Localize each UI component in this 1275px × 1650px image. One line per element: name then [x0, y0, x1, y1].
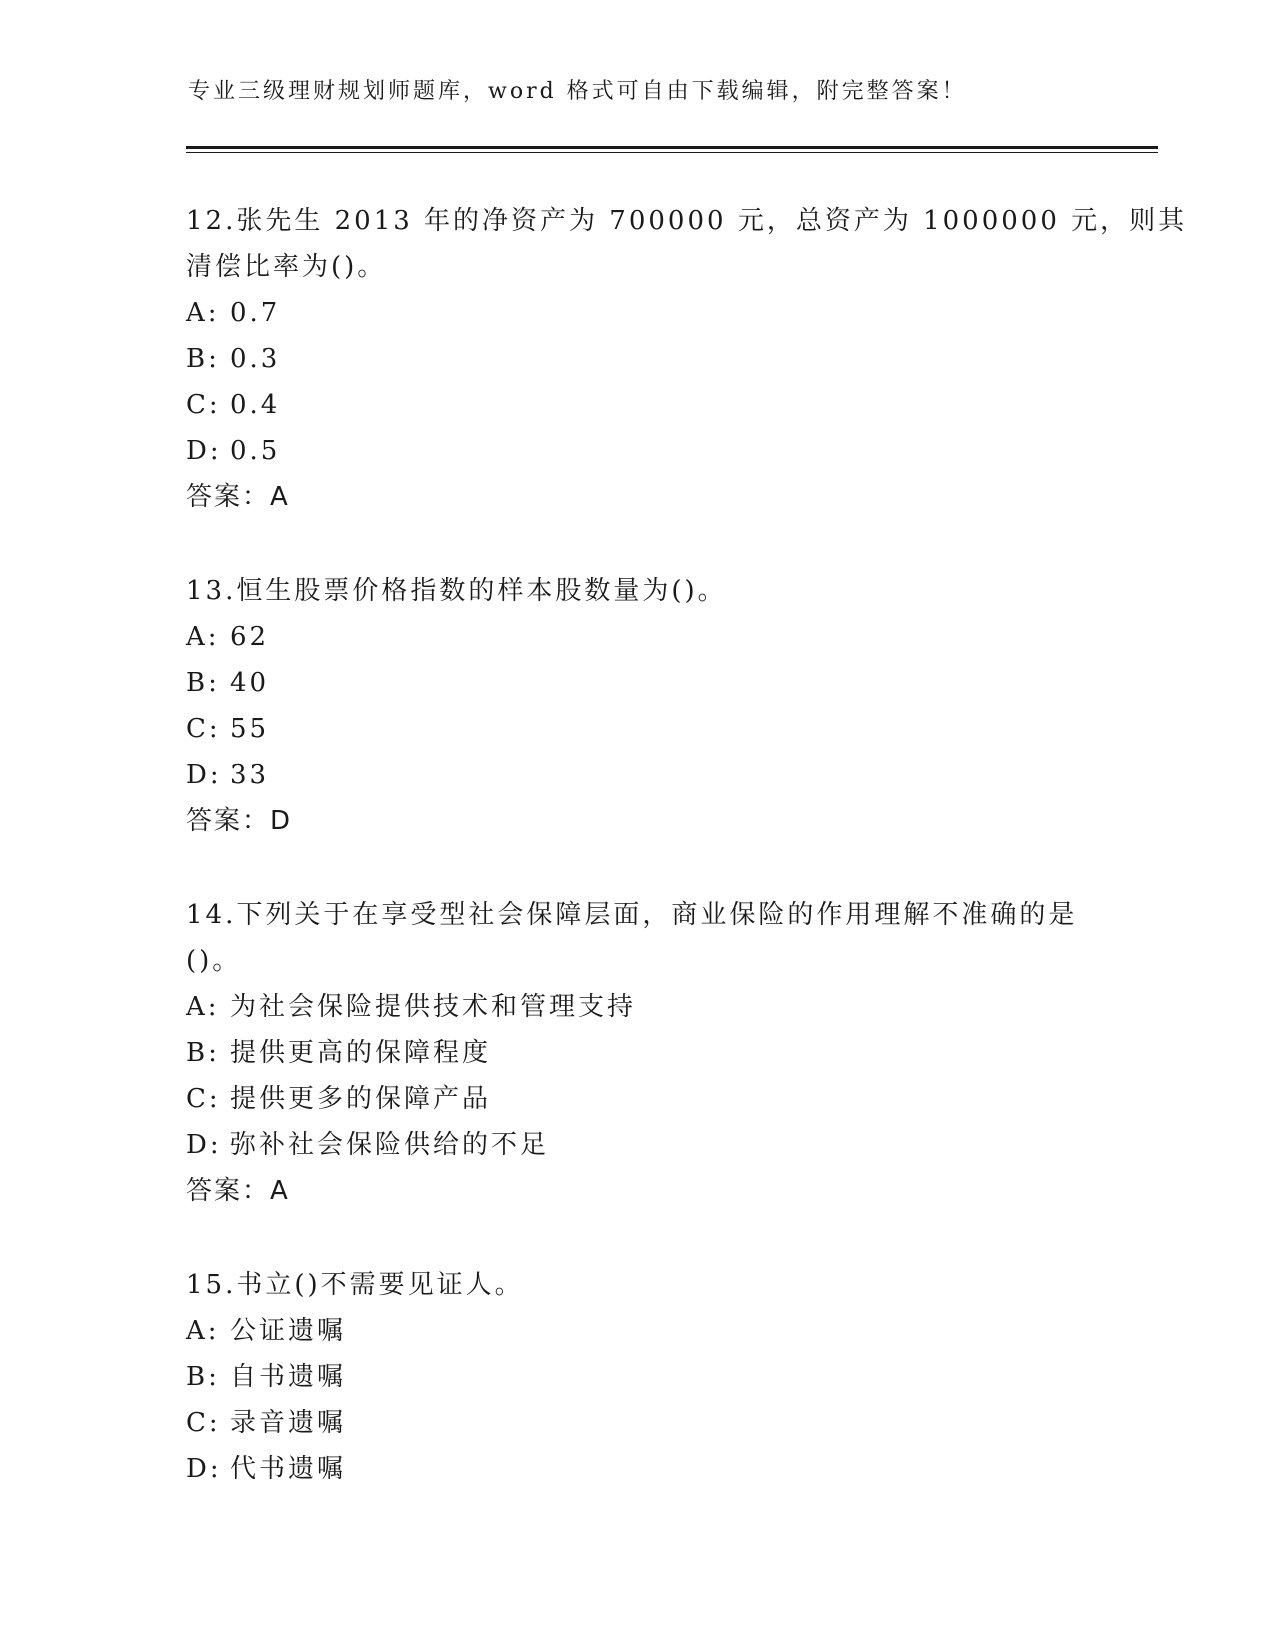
option-b [186, 1030, 1086, 1076]
option-text: 55 [230, 714, 270, 744]
page-header: 专业三级理财规划师题库，word 格式可自由下载编辑，附完整答案！ [188, 79, 967, 104]
option-a [186, 614, 1086, 660]
option-d [186, 1446, 1086, 1492]
option-text: 录音遗嘱 [230, 1408, 347, 1438]
option-c [186, 706, 1086, 752]
option-label: D: [186, 1130, 222, 1160]
option-label: B: [186, 1038, 220, 1068]
option-d [186, 428, 1086, 474]
option-text: 弥补社会保险供给的不足 [230, 1130, 550, 1160]
question-stem: ()。 [186, 946, 242, 976]
question-stem: 15.书立()不需要见证人。 [186, 1270, 524, 1300]
question-stem: 清偿比率为()。 [186, 252, 387, 282]
option-label: A: [186, 298, 220, 328]
option-d [186, 752, 1086, 798]
option-label: C: [186, 1408, 221, 1438]
option-text: 33 [230, 760, 270, 790]
option-c [186, 382, 1086, 428]
option-d [186, 1122, 1086, 1168]
answer-line: 答案：D [186, 806, 293, 836]
question-stem: 12.张先生 2013 年的净资产为 700000 元，总资产为 1000000 元，则其 [186, 206, 1188, 236]
option-a [186, 1308, 1086, 1354]
option-b [186, 1354, 1086, 1400]
question-14 [186, 892, 1086, 1214]
option-text: 为社会保险提供技术和管理支持 [230, 992, 637, 1022]
option-label: B: [186, 668, 220, 698]
option-label: D: [186, 436, 222, 466]
option-c [186, 1400, 1086, 1446]
option-text: 自书遗嘱 [230, 1362, 347, 1392]
option-label: D: [186, 1454, 222, 1484]
option-text: 提供更高的保障程度 [230, 1038, 492, 1068]
option-text: 40 [230, 668, 270, 698]
option-a [186, 290, 1086, 336]
question-list [186, 198, 1188, 1492]
option-c [186, 1076, 1086, 1122]
header-rule-thin [186, 152, 1158, 153]
option-text: 0.7 [230, 298, 281, 328]
option-b [186, 660, 1086, 706]
question-stem: 14.下列关于在享受型社会保障层面，商业保险的作用理解不准确的是 [186, 900, 1078, 930]
option-text: 0.5 [230, 436, 281, 466]
option-label: A: [186, 622, 220, 652]
header-rule-thick [186, 146, 1158, 149]
option-label: A: [186, 1316, 220, 1346]
answer-line: 答案：A [186, 1176, 290, 1206]
option-a [186, 984, 1086, 1030]
question-stem: 13.恒生股票价格指数的样本股数量为()。 [186, 576, 727, 606]
option-text: 0.4 [230, 390, 281, 420]
option-label: B: [186, 344, 220, 374]
option-b [186, 336, 1086, 382]
option-label: D: [186, 760, 222, 790]
question-12 [186, 198, 1188, 520]
option-label: C: [186, 714, 221, 744]
option-label: B: [186, 1362, 220, 1392]
option-text: 公证遗嘱 [230, 1316, 347, 1346]
question-13 [186, 568, 1086, 844]
option-label: C: [186, 1084, 221, 1114]
answer-line: 答案：A [186, 482, 290, 512]
option-label: A: [186, 992, 220, 1022]
option-text: 62 [230, 622, 270, 652]
question-15 [186, 1262, 1086, 1492]
option-label: C: [186, 390, 221, 420]
option-text: 代书遗嘱 [230, 1454, 347, 1484]
option-text: 0.3 [230, 344, 281, 374]
option-text: 提供更多的保障产品 [230, 1084, 492, 1114]
